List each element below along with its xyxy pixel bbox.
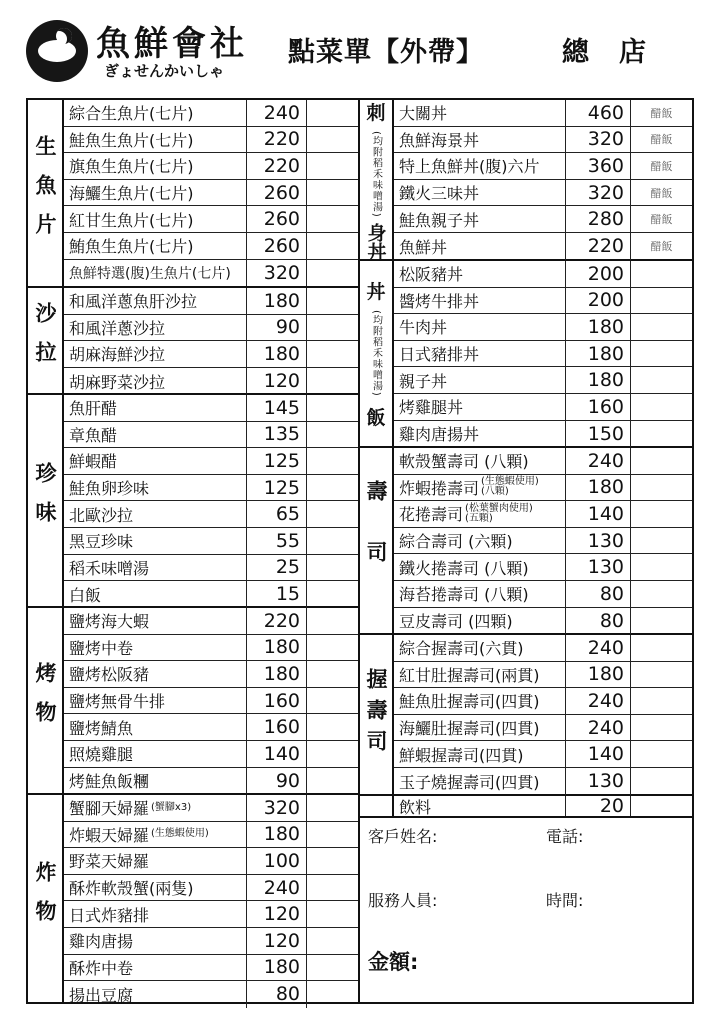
left-menu-panel [26, 98, 360, 1004]
category-label: 刺 (均附稻禾味噌湯) 身丼 [360, 100, 394, 259]
menu-row[interactable]: 炸蝦天婦羅 (生態蝦使用) 180 [64, 822, 358, 849]
menu-row[interactable]: 鮭魚肚握壽司(四貫) 240 [394, 688, 692, 715]
menu-row[interactable]: 揚出豆腐 80 [64, 981, 358, 1008]
menu-row[interactable]: 牛肉丼 180 [394, 314, 692, 341]
menu-row[interactable]: 豆皮壽司 (四顆) 80 [394, 608, 692, 635]
menu-row[interactable]: 雞肉唐揚 120 [64, 928, 358, 955]
staff-field[interactable]: 服務人員: [368, 891, 438, 910]
menu-row[interactable]: 和風洋蔥沙拉 90 [64, 315, 358, 342]
category-label: 握壽司 [360, 635, 394, 794]
section-grilled [28, 608, 358, 795]
menu-row[interactable]: 日式豬排丼 180 [394, 341, 692, 368]
menu-row[interactable]: 鮭魚親子丼 280 醋飯 [394, 206, 692, 233]
vinegar-rice-tag: 醋飯 [650, 133, 673, 147]
menu-row[interactable]: 鮮蝦醋 125 [64, 448, 358, 475]
menu-row[interactable]: 綜合握壽司(六貫) 240 [394, 635, 692, 662]
category-label: 珍味 [28, 395, 64, 606]
vinegar-rice-tag: 醋飯 [650, 240, 673, 254]
section-sashimi [28, 100, 358, 288]
menu-row[interactable]: 蟹腳天婦羅 (蟹腳x3) 320 [64, 795, 358, 822]
vinegar-rice-tag: 醋飯 [650, 213, 673, 227]
brand-name: 魚鮮會社 [96, 24, 248, 64]
section-nigiri [360, 635, 692, 796]
category-label: 生魚片 [28, 100, 64, 286]
menu-row[interactable]: 鹽烤松阪豬 180 [64, 661, 358, 688]
menu-row[interactable]: 烤雞腿丼 160 [394, 394, 692, 421]
vinegar-rice-tag: 醋飯 [650, 159, 673, 173]
menu-row[interactable]: 親子丼 180 [394, 367, 692, 394]
menu-row[interactable]: 日式炸豬排 120 [64, 901, 358, 928]
menu-row[interactable]: 大關丼 460 醋飯 [394, 100, 692, 127]
menu-row[interactable]: 鐵火捲壽司 (八顆) 130 [394, 554, 692, 581]
menu-row[interactable]: 魚肝醋 145 [64, 395, 358, 422]
menu-row[interactable]: 海苔捲壽司 (八顆) 80 [394, 581, 692, 608]
right-menu-panel [358, 98, 694, 1004]
section-rice-bowl [360, 261, 692, 448]
vinegar-rice-tag: 醋飯 [650, 186, 673, 200]
section-sashimi-don [360, 100, 692, 261]
section-delicacy [28, 395, 358, 608]
menu-row[interactable]: 鐵火三味丼 320 醋飯 [394, 180, 692, 207]
page-title: 點菜單【外帶】 [288, 37, 484, 68]
menu-row[interactable]: 鮮蝦握壽司(四貫) 140 [394, 741, 692, 768]
menu-row[interactable]: 胡麻野菜沙拉 120 [64, 368, 358, 395]
menu-row[interactable]: 魚鮮丼 220 醋飯 [394, 233, 692, 260]
menu-row[interactable]: 醬烤牛排丼 200 [394, 288, 692, 315]
menu-row[interactable]: 鹽烤無骨牛排 160 [64, 688, 358, 715]
category-label: 烤物 [28, 608, 64, 793]
menu-row[interactable]: 烤鮭魚飯糰 90 [64, 768, 358, 795]
category-label: 沙拉 [28, 288, 64, 393]
amount-field[interactable]: 金額: [368, 950, 419, 974]
customer-name-field[interactable]: 客戶姓名: [368, 827, 438, 846]
section-fried [28, 795, 358, 1004]
menu-row[interactable]: 鹽烤海大蝦 220 [64, 608, 358, 635]
menu-row[interactable]: 松阪豬丼 200 [394, 261, 692, 288]
brand-kana: ぎょせんかいしゃ [104, 62, 225, 80]
menu-row[interactable]: 酥炸中卷 180 [64, 955, 358, 982]
menu-row[interactable]: 鹽烤鯖魚 160 [64, 714, 358, 741]
section-salad [28, 288, 358, 395]
menu-row[interactable]: 北歐沙拉 65 [64, 501, 358, 528]
menu-row[interactable]: 飲料 20 [394, 796, 692, 816]
menu-row[interactable]: 玉子燒握壽司(四貫) 130 [394, 768, 692, 795]
menu-row[interactable]: 白飯 15 [64, 581, 358, 608]
menu-row[interactable]: 酥炸軟殼蟹(兩隻) 240 [64, 875, 358, 902]
menu-row[interactable]: 特上魚鮮丼(腹)六片 360 醋飯 [394, 153, 692, 180]
menu-row[interactable]: 黑豆珍味 55 [64, 528, 358, 555]
header [0, 0, 722, 96]
menu-row[interactable]: 魚鮮特選(腹)生魚片(七片) 320 [64, 260, 358, 287]
section-drinks [360, 796, 692, 818]
menu-row[interactable]: 鹽烤中卷 180 [64, 635, 358, 662]
category-label [360, 796, 394, 816]
menu-row[interactable]: 魚鮮海景丼 320 醋飯 [394, 127, 692, 154]
time-field[interactable]: 時間: [546, 891, 584, 910]
menu-row[interactable]: 和風洋蔥魚肝沙拉 180 [64, 288, 358, 315]
branch-label: 總店 [562, 37, 676, 68]
menu-row[interactable]: 綜合生魚片(七片) 240 [64, 100, 358, 127]
menu-row[interactable]: 鮭魚生魚片(七片) 220 [64, 127, 358, 154]
menu-row[interactable]: 鮪魚生魚片(七片) 260 [64, 233, 358, 260]
menu-row[interactable]: 花捲壽司 (松葉蟹肉使用) (五顆) 140 [394, 501, 692, 528]
category-label: 壽司 [360, 448, 394, 633]
menu-row[interactable]: 綜合壽司 (六顆) 130 [394, 528, 692, 555]
menu-row[interactable]: 照燒雞腿 140 [64, 741, 358, 768]
menu-row[interactable]: 海鱺生魚片(七片) 260 [64, 180, 358, 207]
menu-row[interactable]: 海鱺肚握壽司(四貫) 240 [394, 715, 692, 742]
menu-row[interactable]: 炸蝦捲壽司 (生態蝦使用) (八顆) 180 [394, 475, 692, 502]
menu-row[interactable]: 雞肉唐揚丼 150 [394, 421, 692, 448]
fish-logo-icon [26, 20, 88, 82]
phone-field[interactable]: 電話: [546, 827, 584, 846]
category-label: 丼 (均附稻禾味噌湯) 飯 [360, 261, 394, 446]
menu-row[interactable]: 章魚醋 135 [64, 422, 358, 449]
menu-row[interactable]: 紅甘生魚片(七片) 260 [64, 206, 358, 233]
order-form [360, 816, 692, 1002]
menu-row[interactable]: 軟殼蟹壽司 (八顆) 240 [394, 448, 692, 475]
menu-row[interactable]: 胡麻海鮮沙拉 180 [64, 341, 358, 368]
category-label: 炸物 [28, 795, 64, 1004]
menu-row[interactable]: 稻禾味噌湯 25 [64, 555, 358, 582]
vinegar-rice-tag: 醋飯 [650, 106, 673, 120]
section-sushi [360, 448, 692, 635]
menu-row[interactable]: 鮭魚卵珍味 125 [64, 475, 358, 502]
menu-row[interactable]: 旗魚生魚片(七片) 220 [64, 153, 358, 180]
menu-row[interactable]: 紅甘肚握壽司(兩貫) 180 [394, 662, 692, 689]
menu-row[interactable]: 野菜天婦羅 100 [64, 848, 358, 875]
